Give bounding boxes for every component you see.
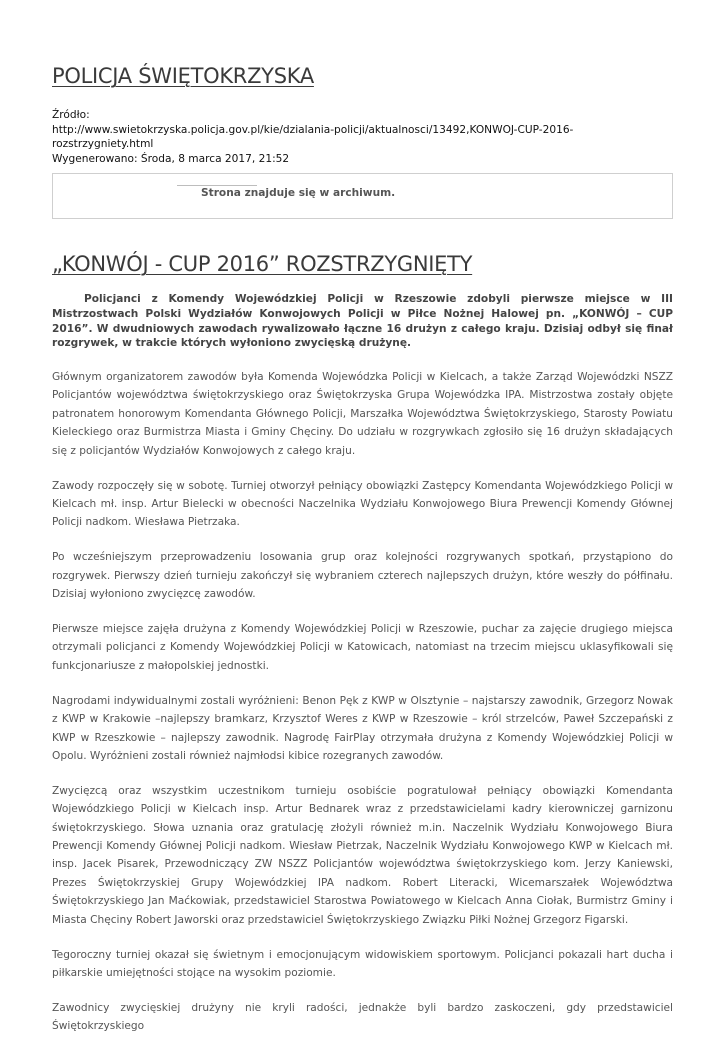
source-meta [52, 108, 673, 166]
article-paragraph: Pierwsze miejsce zajęła drużyna z Komendy Wojewódzkiej Policji w Rzeszowie, puchar za zajęcie drugiego miejsca otrzymali policjanci z Komendy Wojewódzkiej Policji w Katowicach, natomiast na trzecim miejscu uklasyfikowali się funkcjonariusze z małopolskiej jednostki. [52, 622, 673, 672]
article-paragraph: Tegoroczny turniej okazał się świetnym i emocjonującym widowiskiem sportowym. Policjanci pokazali hart ducha i piłkarskie umiejętności stojące na wysokim poziomie. [52, 948, 673, 979]
article-title: „KONWÓJ - CUP 2016” ROZSTRZYGNIĘTY [52, 252, 473, 276]
generated-date: Wygenerowano: Środa, 8 marca 2017, 21:52 [52, 152, 290, 165]
article-body [52, 368, 673, 1052]
article-paragraph: Po wcześniejszym przeprowadzeniu losowania grup oraz kolejności rozgrywanych spotkań, przystąpiono do rozgrywek. Pierwszy dzień turnieju zakończył się wybraniem czterech najlepszych drużyn, które weszły do półfinału. Dzisiaj wyłoniono zwycięzcę zawodów. [52, 551, 673, 601]
archive-notice: Strona znajduje się w archiwum. [201, 187, 396, 199]
article-paragraph: Zwycięzcą oraz wszystkim uczestnikom turnieju osobiście pogratulował pełniący obowiązki Komendanta Wojewódzkiego Policji w Kielcach insp. Artur Bednarek wraz z przedstawicielami kadry kierowniczej garnizonu świętokrzyskiego. Słowa uznania oraz gratulację złożyli również m.in. Naczelnik Wydziału Konwojowego Biura Prewencji Komendy Głównej Policji nadkom. Wiesław Pietrzak, Naczelnik Wydziału Konwojowego KWP w Kielcach mł. insp. Jacek Pisarek, Przewodniczący ZW NSZZ Policjantów województwa świętokrzyskiego kom. Jerzy Kaniewski, Prezes Świętokrzyskiej Grupy Wojewódzkiej IPA nadkom. Robert Literacki, Wicemarszałek Województwa Świętokrzyskiego Jan Maćkowiak, przedstawiciel Starostwa Powiatowego w Kielcach Anna Ciołak, Burmistrz Gminy i Miasta Chęciny Robert Jaworski oraz przedstawiciel Świętokrzyskiego Związku Piłki Nożnej Grzegorz Figarski. [52, 784, 673, 926]
source-label: Źródło: [52, 109, 90, 121]
source-url[interactable]: http://www.swietokrzyska.policja.gov.pl/kie/dzialania-policji/aktualnosci/13492,KONWOJ-CUP-2016-rozstrzygniety.html [52, 123, 574, 150]
archive-divider [177, 185, 257, 186]
archive-notice-box [52, 173, 673, 219]
article-paragraph: Zawody rozpoczęły się w sobotę. Turniej otworzył pełniący obowiązki Zastępcy Komendanta Wojewódzkiego Policji w Kielcach mł. insp. Artur Bielecki w obecności Naczelnika Wydziału Konwojowego Biura Prewencji Komendy Głównej Policji nadkom. Wiesława Pietrzaka. [52, 479, 673, 529]
article-paragraph: Głównym organizatorem zawodów była Komenda Wojewódzka Policji w Kielcach, a także Zarząd Wojewódzki NSZZ Policjantów województwa świętokrzyskiego oraz Świętokrzyska Grupa Wojewódzka IPA. Mistrzostwa zostały objęte patronatem honorowym Komendanta Głównego Policji, Marszałka Województwa Świętokrzyskiego, Starosty Powiatu Kieleckiego oraz Burmistrza Miasta i Gminy Chęciny. Do udziału w rozgrywkach zgłosiło się 16 drużyn składających się z policjantów Wydziałów Konwojowych z całego kraju. [52, 371, 673, 457]
site-title: POLICJA ŚWIĘTOKRZYSKA [52, 64, 314, 88]
article-lead: Policjanci z Komendy Wojewódzkiej Policji w Rzeszowie zdobyli pierwsze miejsce w III Mistrzostwach Polski Wydziałów Konwojowych Policji w Piłce Nożnej Halowej pn. „KONWÓJ – CUP 2016”. W dwudniowych zawodach rywalizowało łączne 16 drużyn z całego kraju. Dzisiaj odbył się finał rozgrywek, w trakcie których wyłoniono zwycięską drużynę. [52, 293, 673, 350]
article-paragraph: Zawodnicy zwycięskiej drużyny nie kryli radości, jednakże byli bardzo zaskoczeni, gdy przedstawiciel Świętokrzyskiego [52, 1001, 673, 1033]
article-paragraph: Nagrodami indywidualnymi zostali wyróżnieni: Benon Pęk z KWP w Olsztynie – najstarszy zawodnik, Grzegorz Nowak z KWP w Krakowie –najlepszy bramkarz, Krzysztof Weres z KWP w Rzeszowie – król strzelców, Paweł Szczepański z KWP w Rzeszkowie – najlepszy zawodnik. Nagrodę FairPlay otrzymała drużyna z Komendy Wojewódzkiej Policji w Opolu. Wyróżnieni zostali również najmłodsi kibice rozegranych zawodów. [52, 694, 673, 762]
